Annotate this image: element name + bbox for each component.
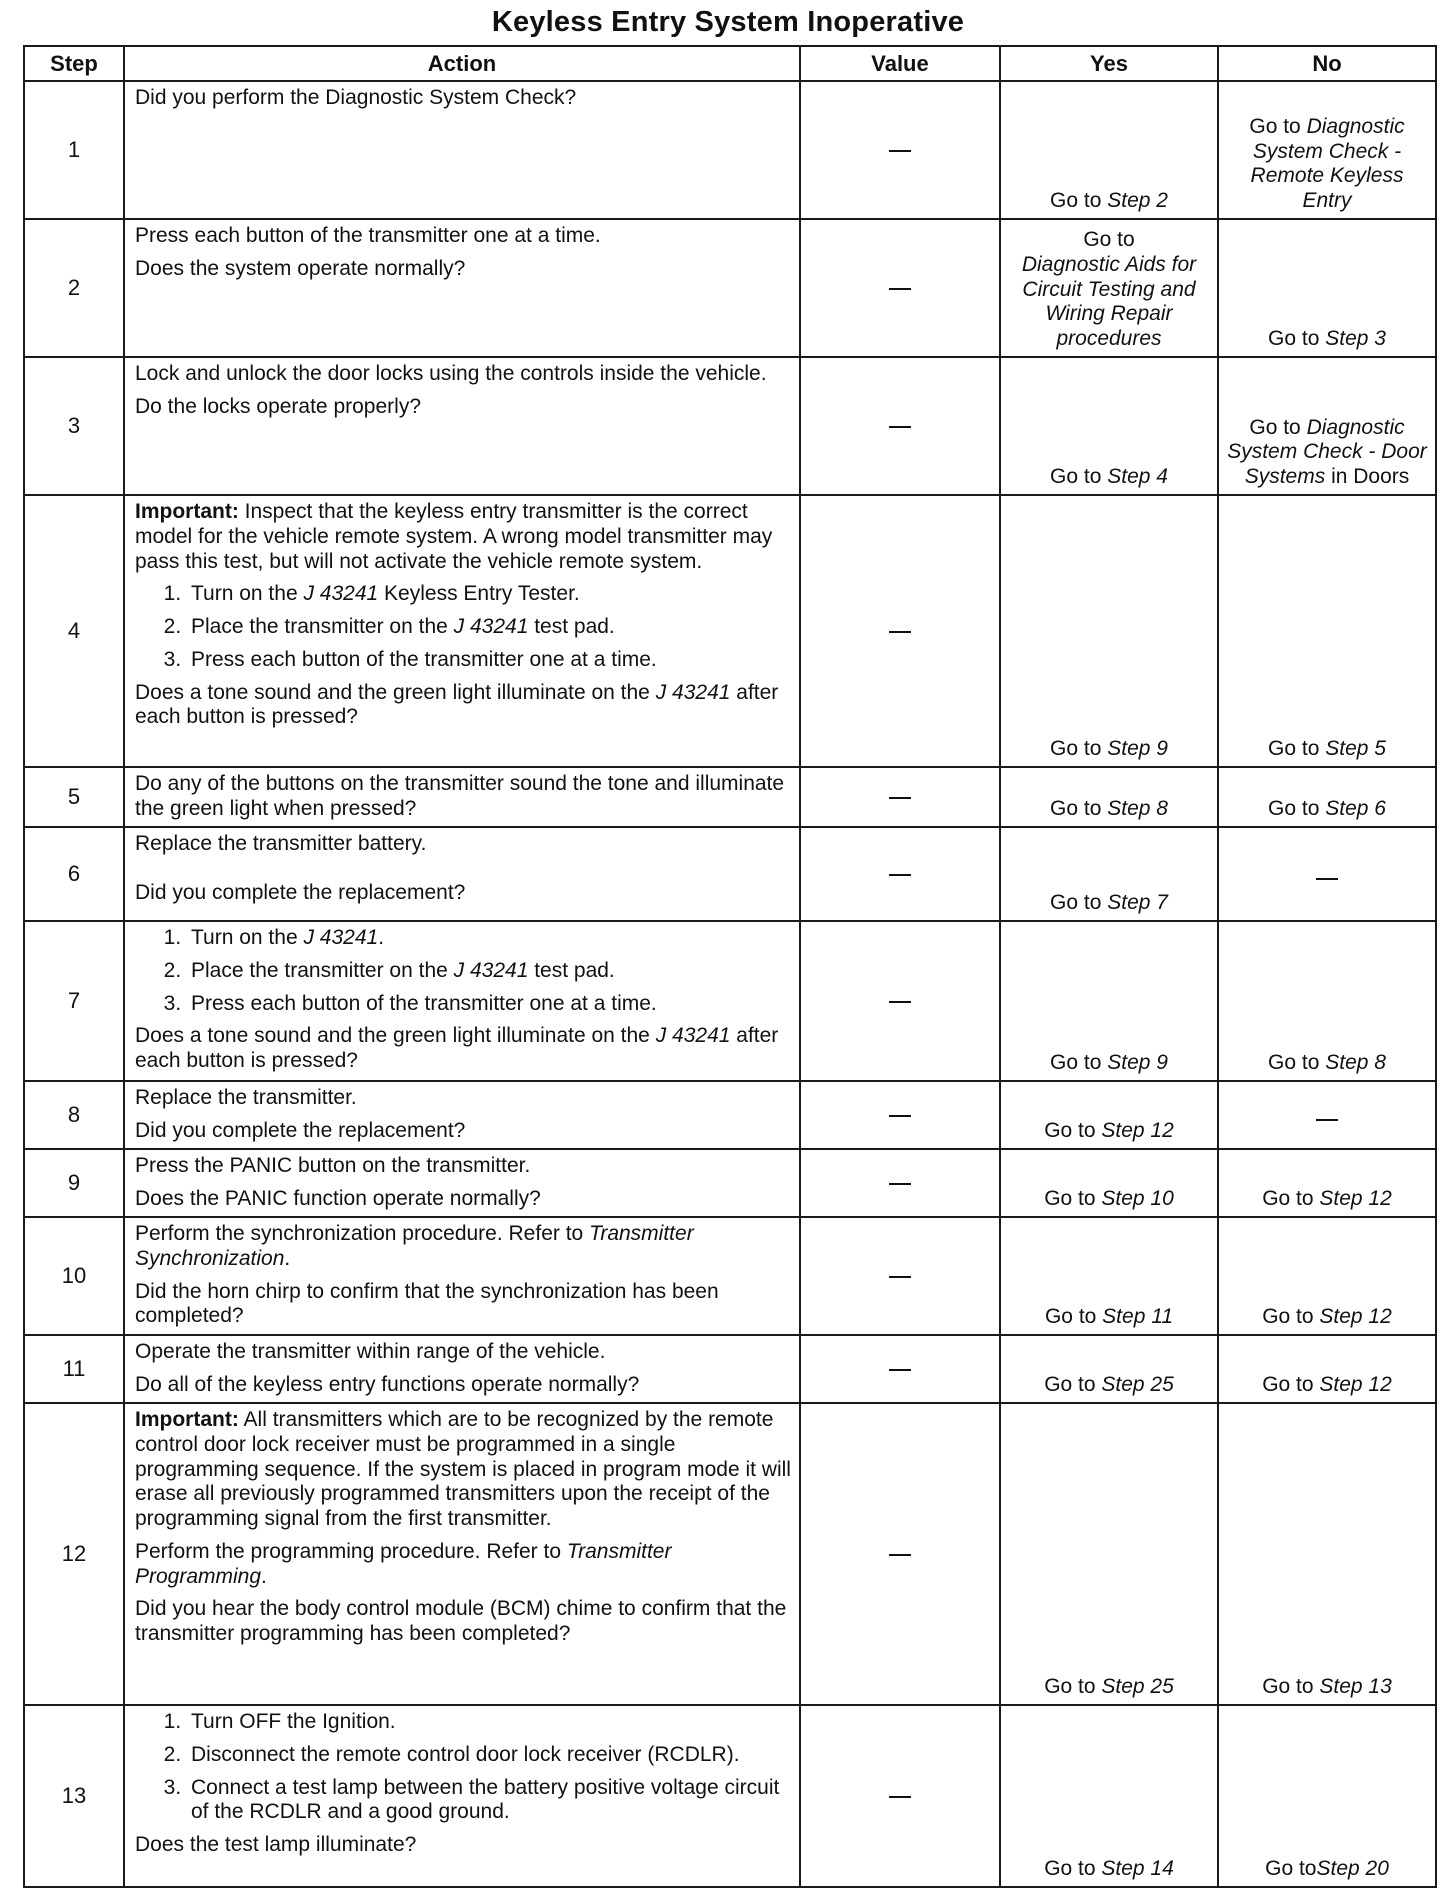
yes-cell: Go to Step 9 [1000,495,1218,767]
step-number: 9 [24,1149,124,1217]
no-link[interactable]: Step 13 [1319,1675,1392,1699]
action-cell [124,1149,800,1217]
question: Do any of the buttons on the transmitter sound the tone and illuminate the green light when pressed? [135,772,785,820]
tool-ref: J 43241 [303,582,379,606]
question: Does a tone sound and the green light illuminate on the J 43241 after each button is pressed? [135,680,779,729]
no-cell [1218,1081,1436,1149]
yes-cell: Go to Step 2 [1000,81,1218,219]
yes-cell: Go to Step 4 [1000,357,1218,495]
table-row [24,1081,1436,1149]
procedure-list [135,582,791,672]
question: Did you complete the replacement? [135,1118,466,1142]
yes-link[interactable]: Step 12 [1101,1119,1174,1143]
no-cell: Go to Step 13 [1218,1403,1436,1705]
value-cell [800,767,1000,827]
no-link[interactable]: Step 5 [1325,737,1386,761]
action-cell [124,1081,800,1149]
no-link[interactable]: Step 12 [1319,1187,1392,1211]
table-row [24,495,1436,767]
table-row [24,1335,1436,1403]
action-cell [124,1217,800,1335]
question: Does the system operate normally? [135,256,466,280]
no-cell: Go to Step 3 [1218,219,1436,357]
question: Did you perform the Diagnostic System Check? [135,86,577,109]
dash-mark [889,1001,911,1003]
no-link[interactable]: Step 8 [1325,1051,1386,1075]
value-cell [800,1335,1000,1403]
list-item: 2. Place the transmitter on the J 43241 test pad. [187,959,791,984]
procedure-list [135,926,791,1016]
step-number: 4 [24,495,124,767]
yes-cell: Go to Step 11 [1000,1217,1218,1335]
tool-ref: J 43241 [453,958,529,982]
action-text: Operate the transmitter within range of the vehicle. [135,1340,606,1363]
yes-link[interactable]: Step 10 [1101,1187,1174,1211]
table-row [24,827,1436,921]
step-number: 5 [24,767,124,827]
step-number: 6 [24,827,124,921]
dash-mark [889,1369,911,1371]
table-row [24,219,1436,357]
yes-link[interactable]: Step 11 [1102,1305,1174,1329]
step-number: 1 [24,81,124,219]
table-row [24,767,1436,827]
step-number: 7 [24,921,124,1081]
list-item: 1. Turn on the J 43241. [187,926,791,951]
dash-mark [889,288,911,290]
action-cell [124,767,800,827]
yes-cell: Go to Diagnostic Aids for Circuit Testing and Wiring Repair procedures [1000,219,1218,357]
action-cell [124,921,800,1081]
yes-cell: Go to Step 7 [1000,827,1218,921]
tool-ref: J 43241 [655,680,731,704]
no-link[interactable]: Step 12 [1319,1305,1392,1329]
no-link[interactable]: Step 12 [1319,1373,1392,1397]
action-text: Perform the synchronization procedure. Refer to Transmitter Synchronization. [135,1222,694,1270]
page-title: Keyless Entry System Inoperative [491,6,965,38]
dash-mark [1316,1119,1338,1121]
no-link[interactable]: Step 3 [1325,327,1386,351]
tool-ref: J 43241 [655,1024,731,1048]
yes-link[interactable]: Step 8 [1107,797,1168,821]
action-text: Lock and unlock the door locks using the controls inside the vehicle. [135,362,767,385]
header-value: Value [800,46,1000,81]
step-number: 10 [24,1217,124,1335]
tool-ref: J 43241 [303,926,379,949]
dash-mark [889,150,911,152]
dash-mark [889,1276,911,1278]
action-cell [124,1403,800,1705]
dash-mark [889,1796,911,1798]
yes-link[interactable]: Step 14 [1101,1857,1174,1881]
action-text: Perform the programming procedure. Refer to Transmitter Programming. [135,1539,672,1588]
no-cell: Go to Step 12 [1218,1217,1436,1335]
action-text: Replace the transmitter battery. [135,832,427,855]
question: Does a tone sound and the green light illuminate on the J 43241 after each button is pressed? [135,1024,779,1073]
value-cell [800,1149,1000,1217]
step-number: 8 [24,1081,124,1149]
table-row [24,1403,1436,1705]
no-link[interactable]: Diagnostic System Check - Door Systems [1227,415,1427,489]
value-cell [800,1081,1000,1149]
value-cell [800,921,1000,1081]
step-number: 3 [24,357,124,495]
no-cell: Go toStep 20 [1218,1705,1436,1887]
important-note: Important: All transmitters which are to be recognized by the remote control door lock receiver must be programmed in a single programming sequence. If the system is placed in program mode it will erase all previously programmed transmitters upon the receipt of the programming signal from the first transmitter. [135,1408,791,1531]
value-cell [800,827,1000,921]
yes-cell: Go to Step 25 [1000,1403,1218,1705]
yes-cell: Go to Step 25 [1000,1335,1218,1403]
step-number: 13 [24,1705,124,1887]
no-cell: Go to Step 12 [1218,1149,1436,1217]
question: Does the test lamp illuminate? [135,1833,417,1857]
action-text: Press the PANIC button on the transmitter. [135,1154,531,1177]
no-cell: Go to Diagnostic System Check - Remote Keyless Entry [1218,81,1436,219]
list-item: 3. Press each button of the transmitter one at a time. [187,992,791,1017]
list-item: 2. Disconnect the remote control door lock receiver (RCDLR). [187,1743,791,1768]
dash-mark [889,426,911,428]
dash-mark [889,1183,911,1185]
dash-mark [889,1554,911,1556]
dash-mark [889,797,911,799]
yes-cell: Go to Step 10 [1000,1149,1218,1217]
list-item: 3. Press each button of the transmitter one at a time. [187,648,791,673]
list-item: 3. Connect a test lamp between the battery positive voltage circuit of the RCDLR and a good ground. [187,1776,791,1826]
question: Does the PANIC function operate normally? [135,1186,541,1210]
no-link[interactable]: Diagnostic System Check - Remote Keyless Entry [1250,114,1405,213]
step-number: 2 [24,219,124,357]
value-cell [800,219,1000,357]
no-cell [1218,827,1436,921]
question: Do all of the keyless entry functions operate normally? [135,1372,640,1396]
table-row [24,921,1436,1081]
value-cell [800,357,1000,495]
list-item: 2. Place the transmitter on the J 43241 test pad. [187,615,791,640]
list-item: 1. Turn on the J 43241 Keyless Entry Tester. [187,582,791,607]
question: Do the locks operate properly? [135,394,421,418]
action-cell [124,495,800,767]
question: Did the horn chirp to confirm that the synchronization has been completed? [135,1279,719,1328]
yes-link[interactable]: Step 9 [1107,737,1168,761]
value-cell [800,1217,1000,1335]
header-action: Action [124,46,800,81]
action-cell [124,1335,800,1403]
yes-link[interactable]: Diagnostic Aids for Circuit Testing and Wiring Repair procedures [1021,252,1197,351]
question: Did you hear the body control module (BCM) chime to confirm that the transmitter programming has been completed? [135,1597,787,1646]
no-cell: Go to Step 5 [1218,495,1436,767]
table-row [24,1705,1436,1887]
table-row [24,357,1436,495]
yes-link[interactable]: Step 25 [1101,1675,1174,1699]
step-number: 12 [24,1403,124,1705]
header-step: Step [24,46,124,81]
no-cell: Go to Step 8 [1218,921,1436,1081]
step-number: 11 [24,1335,124,1403]
no-link[interactable]: Step 20 [1316,1857,1389,1881]
yes-link[interactable]: Step 25 [1101,1373,1174,1397]
action-cell [124,357,800,495]
yes-link[interactable]: Step 4 [1107,465,1168,489]
action-cell [124,1705,800,1887]
action-text: Press each button of the transmitter one at a time. [135,224,601,247]
dash-mark [1316,878,1338,880]
action-cell [124,827,800,921]
dash-mark [889,1115,911,1117]
no-cell: Go to Diagnostic System Check - Door Systems in Doors [1218,357,1436,495]
yes-cell: Go to Step 14 [1000,1705,1218,1887]
value-cell [800,1403,1000,1705]
yes-cell: Go to Step 9 [1000,921,1218,1081]
no-cell: Go to Step 6 [1218,767,1436,827]
procedure-link[interactable]: Transmitter Programming [135,1539,672,1588]
value-cell [800,495,1000,767]
yes-link[interactable]: Step 2 [1107,189,1168,213]
procedure-link[interactable]: Transmitter Synchronization [135,1222,694,1270]
header-no: No [1218,46,1436,81]
yes-cell: Go to Step 8 [1000,767,1218,827]
question: Did you complete the replacement? [135,880,466,904]
value-cell [800,81,1000,219]
action-text: Replace the transmitter. [135,1086,357,1109]
no-cell: Go to Step 12 [1218,1335,1436,1403]
action-cell [124,219,800,357]
table-row [24,1149,1436,1217]
yes-link[interactable]: Step 9 [1107,1051,1168,1075]
header-yes: Yes [1000,46,1218,81]
important-note: Important: Inspect that the keyless entry transmitter is the correct model for the vehicle remote system. A wrong model transmitter may pass this test, but will not activate the vehicle remote system. [135,500,773,573]
table-row [24,81,1436,219]
dash-mark [889,631,911,633]
action-cell [124,81,800,219]
yes-link[interactable]: Step 7 [1107,891,1168,915]
no-link[interactable]: Step 6 [1325,797,1386,821]
table-row [24,1217,1436,1335]
table-header-row [24,46,1436,81]
dash-mark [889,874,911,876]
value-cell [800,1705,1000,1887]
yes-cell: Go to Step 12 [1000,1081,1218,1149]
list-item: 1. Turn OFF the Ignition. [187,1710,791,1735]
tool-ref: J 43241 [453,615,529,639]
diagnostic-table [23,45,1437,1888]
procedure-list [135,1710,791,1825]
